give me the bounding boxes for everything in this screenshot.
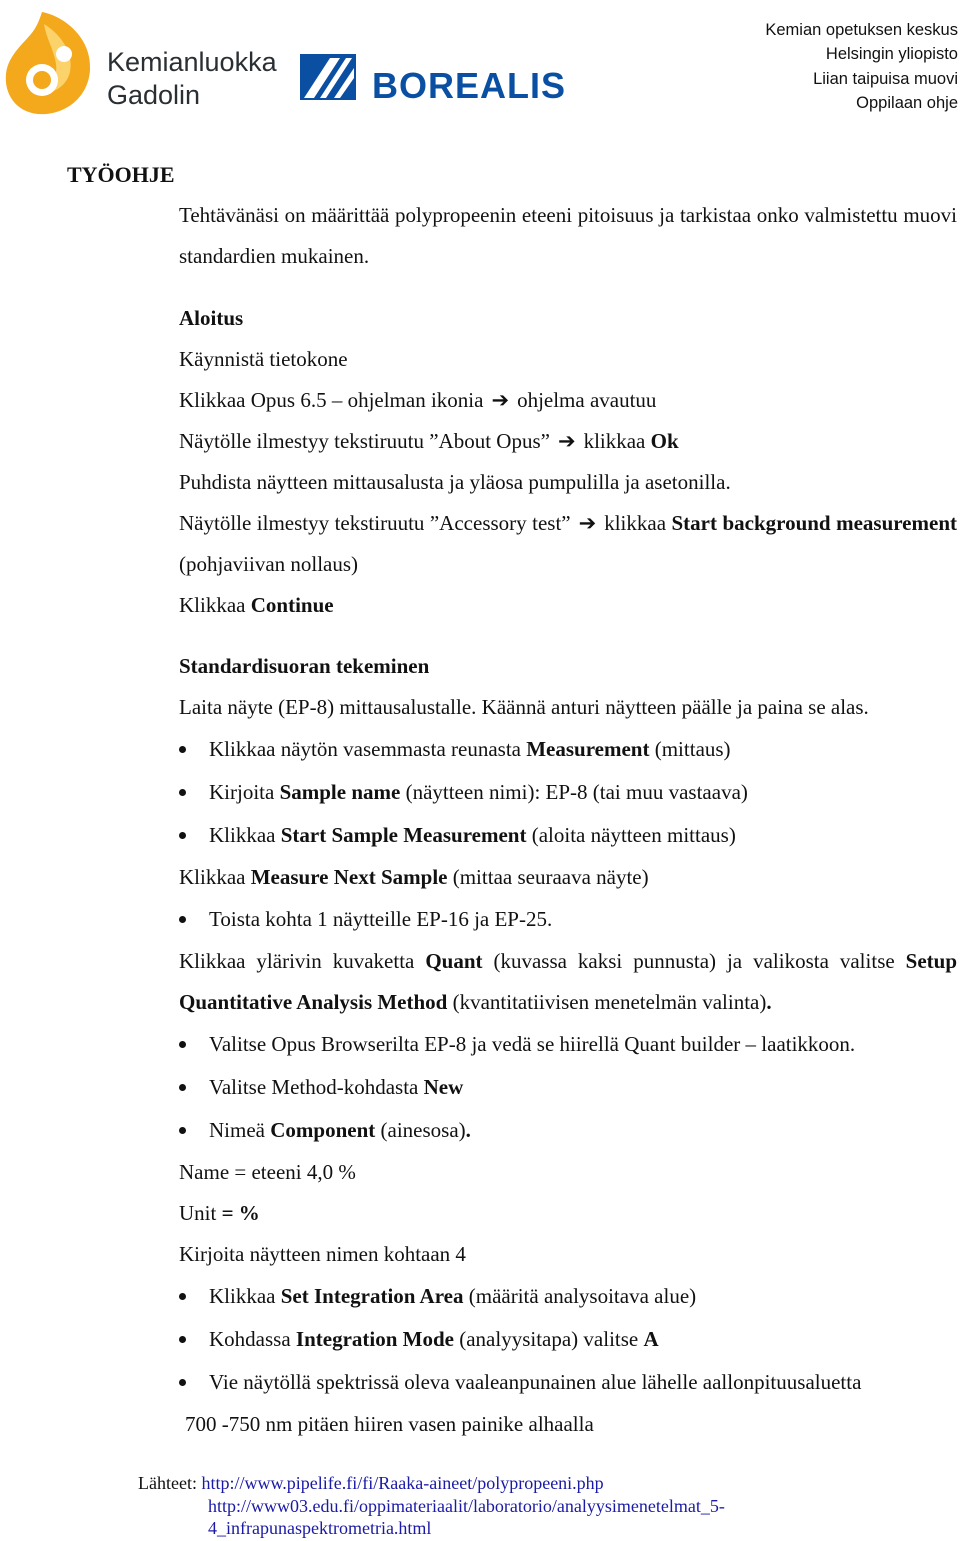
list-item [179,771,957,814]
list-item [179,898,957,941]
borealis-wordmark: BOREALIS [372,65,567,106]
bullet-icon [179,1127,186,1134]
sources-footer [138,1472,725,1540]
ui-term: Setup Quantitative Analysis Method [179,949,958,1014]
arrow-right-icon: ➔ [557,429,576,453]
bullet-icon [179,1336,186,1343]
text: Klikkaa [209,1284,276,1308]
ui-term: Ok [650,429,679,453]
ui-term: Set Integration Area [280,1284,464,1308]
text: Vie näytöllä spektrissä oleva vaaleanpunainen alue lähelle aallonpituusaluetta [209,1370,862,1394]
ui-term: Start background measurement [671,511,957,535]
sources-label: Lähteet: [138,1473,197,1493]
intro-paragraph: Tehtävänäsi on määrittää polypropeenin eteeni pitoisuus ja tarkistaa onko valmistettu muovi standardien mukainen. [179,203,957,268]
text: (analyysitapa) valitse [459,1327,639,1351]
borealis-emblem-icon [300,52,360,102]
list-item [179,1109,957,1152]
text: Unit [179,1201,217,1225]
spacer [179,277,957,298]
header-line-3: Liian taipuisa muovi [813,69,958,88]
text: Valitse Opus Browserilta EP-8 ja vedä se hiirellä Quant builder – laatikkoon. [209,1032,856,1056]
text: Klikkaa Opus 6.5 – ohjelman ikonia [179,388,484,412]
text: Nimeä [209,1118,265,1142]
text: klikkaa [583,429,646,453]
step-line [179,585,957,626]
text: Kirjoita [209,780,275,804]
bullet-icon [179,1084,186,1091]
text: Kohdassa [209,1327,291,1351]
text: Valitse Method-kohdasta [209,1075,419,1099]
step-line: Laita näyte (EP-8) mittausalustalle. Käännä anturi näytteen päälle ja paina se alas. [179,695,869,719]
logo-line-2: Gadolin [107,80,201,110]
bullet-icon [179,1041,186,1048]
step-paragraph [179,941,957,1023]
list-item [179,1318,957,1361]
step-paragraph [179,503,957,585]
text: = % [221,1201,260,1225]
text: Klikkaa [179,593,246,617]
text: Toista kohta 1 näytteille EP-16 ja EP-25. [209,907,553,931]
section-heading-aloitus: Aloitus [179,306,244,330]
step-line: Puhdista näytteen mittausalusta ja yläosa pumpulilla ja asetonilla. [179,470,731,494]
bullet-icon [179,832,186,839]
ui-term: Measure Next Sample [250,865,448,889]
list-item [179,1023,957,1066]
bullet-icon [179,1379,186,1386]
step-line: Name = eteeni 4,0 % [179,1160,356,1184]
source-row [138,1517,725,1540]
step-line: Kirjoita näytteen nimen kohtaan 4 [179,1242,466,1266]
arrow-right-icon: ➔ [578,511,597,535]
logo-line-1: Kemianluokka [107,47,277,77]
step-line: Käynnistä tietokone [179,347,348,371]
ui-term: A [643,1327,659,1351]
spacer [179,626,957,646]
header-line-1: Kemian opetuksen keskus [765,21,958,39]
ui-term: Continue [250,593,334,617]
text: Klikkaa ylärivin kuvaketta [179,949,415,973]
text: (pohjaviivan nollaus) [179,552,359,576]
text: (määritä analysoitava alue) [468,1284,697,1308]
text: (kvantitatiivisen menetelmän valinta) [452,990,767,1014]
ui-term: Integration Mode [295,1327,454,1351]
text: Näytölle ilmestyy tekstiruutu ”About Opus” [179,429,550,453]
kemianluokka-gadolin-logo [4,8,294,120]
text: (mittaus) [654,737,731,761]
ui-term: New [423,1075,464,1099]
step-line [179,857,957,898]
bullet-icon [179,789,186,796]
text: Klikkaa näytön vasemmasta reunasta [209,737,521,761]
ui-term: Quant [425,949,483,973]
section-heading-standardisuora: Standardisuoran tekeminen [179,654,430,678]
ui-term: Component [270,1118,376,1142]
list-item [179,1066,957,1109]
gadolin-flame-icon [4,8,104,120]
ui-term: Start Sample Measurement [280,823,527,847]
text: (kuvassa kaksi punnusta) ja valikosta valitse [493,949,895,973]
step-line [179,380,957,421]
source-link-continued[interactable]: 4_infrapunaspektrometria.html [208,1518,432,1538]
bullet-icon [179,1293,186,1300]
bullet-icon [179,746,186,753]
list-item [179,728,957,771]
header-line-2: Helsingin yliopisto [825,45,958,64]
text: klikkaa [604,511,667,535]
page-title: TYÖOHJE [67,162,175,187]
list-item [179,814,957,857]
source-link[interactable]: http://www.pipelife.fi/fi/Raaka-aineet/polypropeeni.php [201,1473,604,1493]
text: ohjelma avautuu [517,388,657,412]
text: (mittaa seuraava näyte) [452,865,649,889]
source-row [138,1472,725,1495]
list-item [179,1275,957,1318]
step-line [179,421,957,462]
instructions [179,195,957,1445]
text: (ainesosa) [380,1118,466,1142]
arrow-right-icon: ➔ [491,388,510,412]
text: Klikkaa [179,865,246,889]
text: (näytteen nimi): EP-8 (tai muu vastaava) [405,780,748,804]
text: (aloita näytteen mittaus) [531,823,736,847]
source-link[interactable]: http://www03.edu.fi/oppimateriaalit/laboratorio/analyysimenetelmat_5- [208,1495,725,1516]
header-info [765,18,958,115]
step-line: 700 -750 nm pitäen hiiren vasen painike alhaalla [185,1412,594,1436]
text: . [465,1118,471,1142]
text: Klikkaa [209,823,276,847]
borealis-logo [300,52,600,106]
source-row [138,1495,725,1518]
bullet-icon [179,916,186,923]
header-line-4: Oppilaan ohje [856,93,958,112]
ui-term: Measurement [526,737,650,761]
ui-term: Sample name [279,780,401,804]
list-item [179,1361,957,1404]
text: Näytölle ilmestyy tekstiruutu ”Accessory test” [179,511,571,535]
step-line [179,1193,957,1234]
text: . [766,990,772,1014]
